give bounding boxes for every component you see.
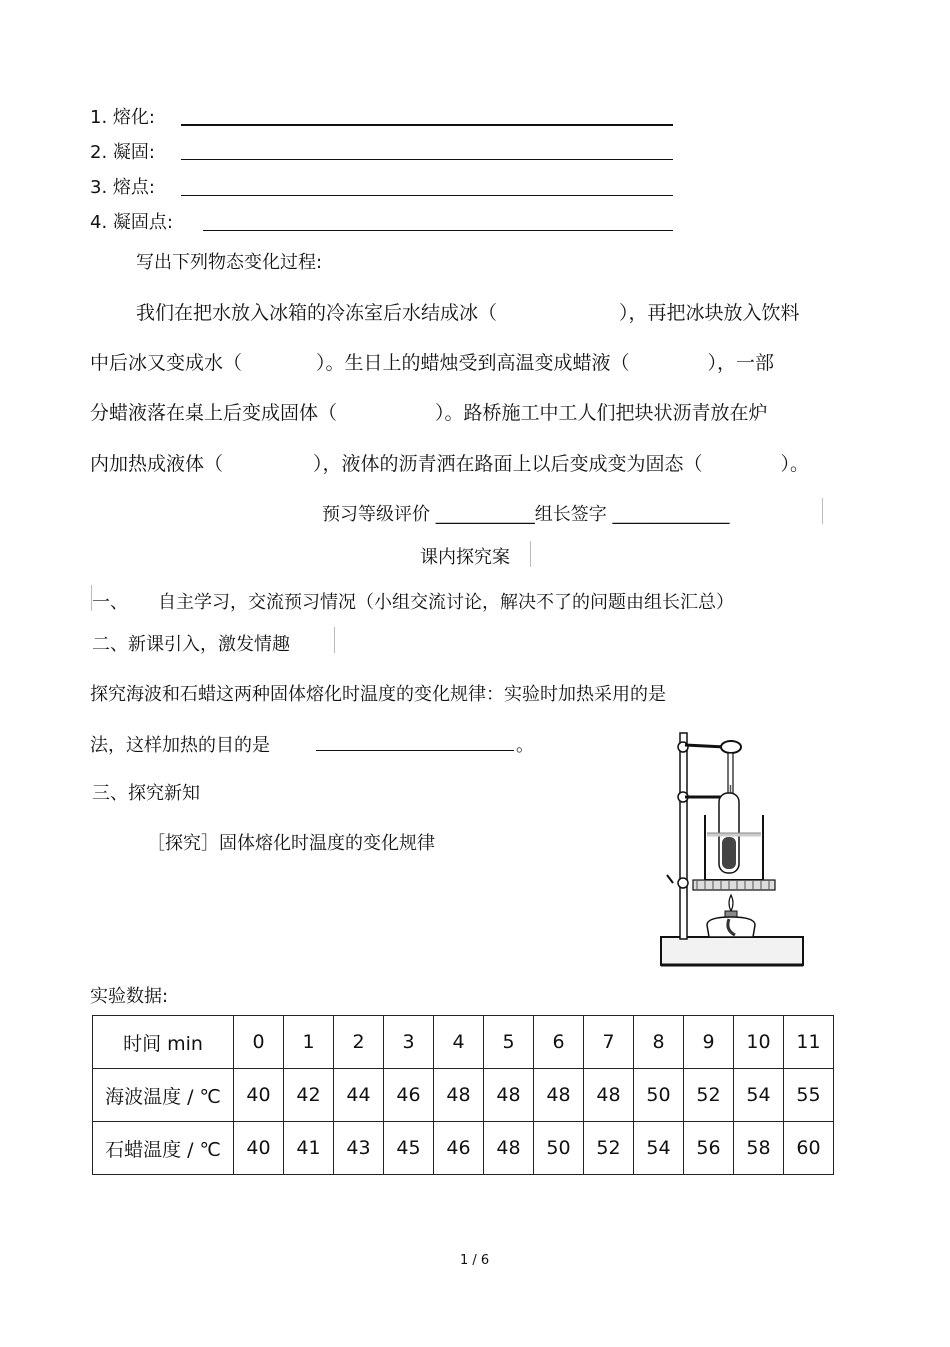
section-title: 课内探究案: [420, 547, 510, 568]
table-cell: 56: [684, 1122, 734, 1175]
definition-freezing-point: 4. 凝固点:: [90, 212, 173, 233]
table-cell: 55: [784, 1069, 834, 1122]
time-header: 时间 min: [93, 1016, 234, 1069]
explore-heading: ［探究］固体熔化时温度的变化规律: [147, 833, 435, 854]
grade-label: 预习等级评价: [322, 504, 430, 525]
definition-melting: 1. 熔化:: [90, 107, 155, 128]
table-cell: 8: [634, 1016, 684, 1069]
experiment-apparatus-illustration: [655, 725, 810, 975]
blank-freezing-point[interactable]: [203, 230, 673, 231]
fill-line-4: [90, 449, 809, 476]
table-cell: 10: [734, 1016, 784, 1069]
table-cell: 6: [534, 1016, 584, 1069]
fill-text: 内加热成液体（: [90, 453, 224, 475]
divider-mark: [822, 498, 823, 524]
table-cell: 44: [334, 1069, 384, 1122]
fill-text: 我们在把水放入冰箱的冷冻室后水结成冰（: [136, 302, 498, 324]
fill-text: ）。: [780, 453, 810, 475]
sign-label: 组长签字: [534, 504, 607, 525]
table-cell: 54: [734, 1069, 784, 1122]
table-cell: 42: [284, 1069, 334, 1122]
shila-header: 石蜡温度 / ℃: [93, 1122, 234, 1175]
divider-mark: [530, 541, 531, 567]
section-1-number: 一、: [92, 592, 128, 613]
section-3-heading: 三、探究新知: [92, 783, 200, 804]
blank-heating-purpose[interactable]: [316, 750, 514, 751]
table-cell: 48: [534, 1069, 584, 1122]
table-cell: 43: [334, 1122, 384, 1175]
table-cell: 9: [684, 1016, 734, 1069]
fill-text: ），液体的沥青洒在路面上以后变成变为固态（: [313, 453, 703, 475]
intro-period: 。: [516, 735, 534, 756]
divider-mark: [334, 627, 335, 653]
evaluation-row: [322, 500, 729, 526]
table-cell: 2: [334, 1016, 384, 1069]
table-cell: 50: [634, 1069, 684, 1122]
section-2-heading: 二、新课引入，激发情趣: [92, 634, 290, 655]
fill-text: 分蜡液落在桌上后变成固体（: [90, 402, 338, 424]
intro-line-2: [90, 731, 270, 757]
table-cell: 52: [684, 1069, 734, 1122]
fill-line-2: [90, 348, 774, 375]
intro-line-1: 探究海波和石蜡这两种固体熔化时温度的变化规律：实验时加热采用的是: [90, 684, 666, 705]
fill-text: ），一部: [707, 352, 775, 374]
table-cell: 4: [434, 1016, 484, 1069]
page-number: 1 / 6: [460, 1253, 490, 1268]
haibo-header: 海波温度 / ℃: [93, 1069, 234, 1122]
table-cell: 3: [384, 1016, 434, 1069]
table-cell: 48: [584, 1069, 634, 1122]
fill-text: 中后冰又变成水（: [90, 352, 243, 374]
table-cell: 41: [284, 1122, 334, 1175]
table-cell: 48: [484, 1069, 534, 1122]
fill-line-3: [90, 398, 768, 425]
table-cell: 11: [784, 1016, 834, 1069]
table-cell: 1: [284, 1016, 334, 1069]
table-cell: 46: [434, 1122, 484, 1175]
table-cell: 52: [584, 1122, 634, 1175]
table-cell: 5: [484, 1016, 534, 1069]
prompt-text: 写出下列物态变化过程:: [136, 252, 323, 273]
sign-blank[interactable]: _____________: [612, 504, 730, 525]
table-cell: 50: [534, 1122, 584, 1175]
table-cell: 54: [634, 1122, 684, 1175]
table-row: [93, 1016, 834, 1069]
table-cell: 58: [734, 1122, 784, 1175]
fill-text: ），再把冰块放入饮料: [619, 302, 800, 324]
table-cell: 60: [784, 1122, 834, 1175]
table-cell: 46: [384, 1069, 434, 1122]
table-cell: 40: [234, 1069, 284, 1122]
table-row: [93, 1122, 834, 1175]
fill-text: ）。生日上的蜡烛受到高温变成蜡液（: [316, 352, 630, 374]
table-cell: 0: [234, 1016, 284, 1069]
definition-solidify: 2. 凝固:: [90, 142, 155, 163]
fill-text: ）。路桥施工中工人们把块状沥青放在炉: [435, 402, 768, 424]
blank-solidify[interactable]: [181, 159, 673, 160]
grade-blank[interactable]: ___________: [435, 504, 535, 525]
section-1-text: 自主学习，交流预习情况（小组交流讨论，解决不了的问题由组长汇总）: [158, 592, 734, 613]
definition-melting-point: 3. 熔点:: [90, 177, 155, 198]
data-label: 实验数据:: [90, 986, 169, 1007]
blank-melting-point[interactable]: [181, 195, 673, 196]
table-row: [93, 1069, 834, 1122]
table-cell: 7: [584, 1016, 634, 1069]
table-cell: 48: [434, 1069, 484, 1122]
intro-text: 法，这样加热的目的是: [90, 735, 270, 756]
table-cell: 40: [234, 1122, 284, 1175]
experiment-data-table: [92, 1015, 834, 1175]
fill-line-1: [136, 298, 800, 325]
blank-melting[interactable]: [181, 124, 673, 126]
table-cell: 45: [384, 1122, 434, 1175]
table-cell: 48: [484, 1122, 534, 1175]
